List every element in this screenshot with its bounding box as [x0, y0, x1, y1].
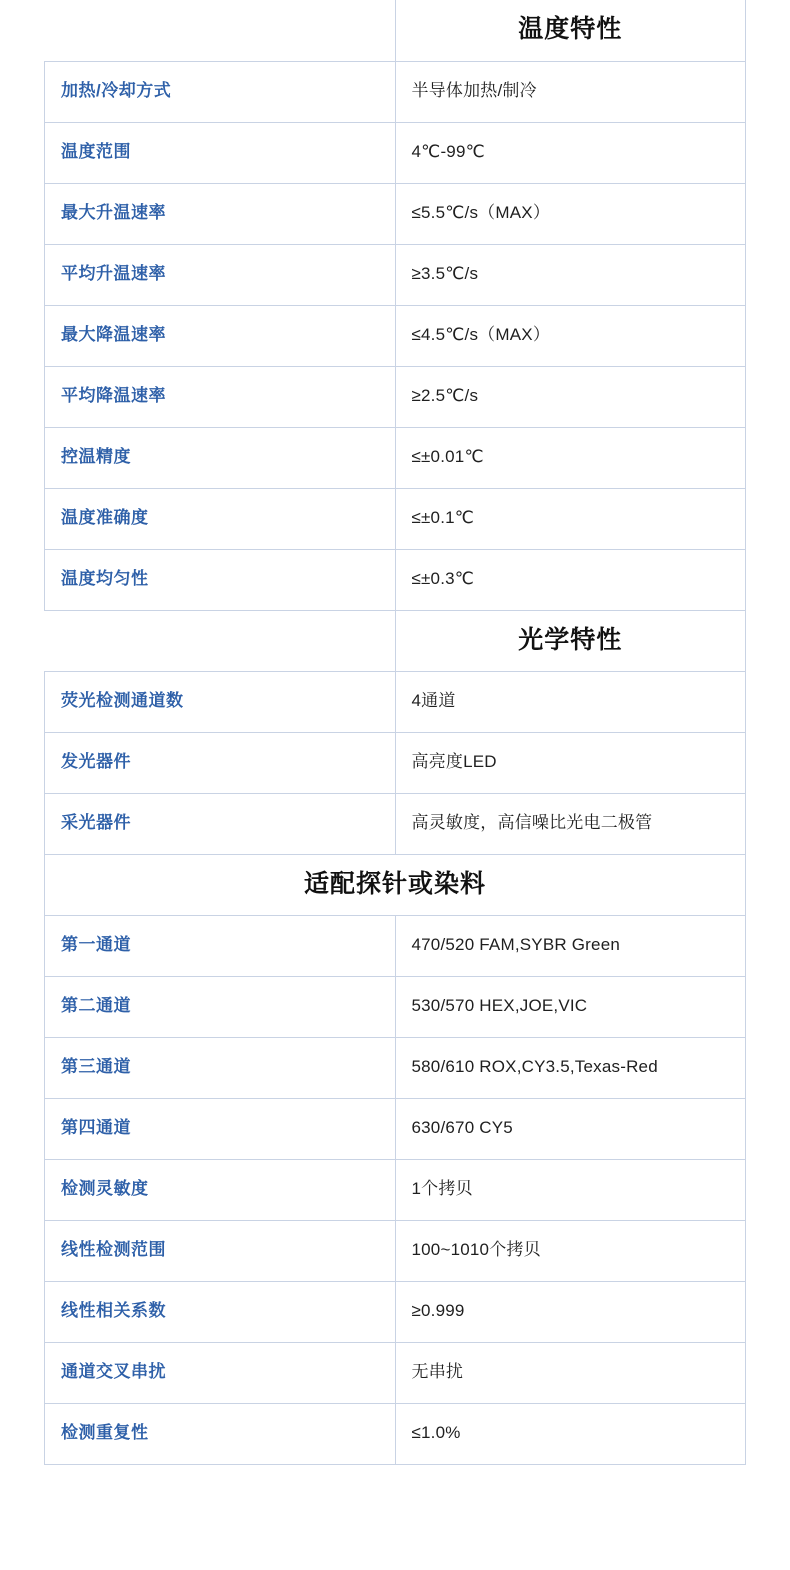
- row-value: ≤4.5℃/s（MAX）: [395, 305, 746, 366]
- row-value: 高亮度LED: [395, 732, 746, 793]
- row-label: 荧光检测通道数: [45, 671, 396, 732]
- specification-table-body: [45, 0, 746, 1464]
- section-header-row: [45, 854, 746, 915]
- table-row: [45, 1098, 746, 1159]
- row-label: 检测灵敏度: [45, 1159, 396, 1220]
- section-header-blank-cell: [45, 610, 396, 671]
- row-label: 温度均匀性: [45, 549, 396, 610]
- row-label: 平均升温速率: [45, 244, 396, 305]
- table-row: [45, 1220, 746, 1281]
- table-row: [45, 1342, 746, 1403]
- table-row: [45, 732, 746, 793]
- section-header-row: [45, 610, 746, 671]
- table-row: [45, 671, 746, 732]
- table-row: [45, 1037, 746, 1098]
- row-value: 高灵敏度，高信噪比光电二极管: [395, 793, 746, 854]
- row-label: 加热/冷却方式: [45, 61, 396, 122]
- row-value: ≤±0.01℃: [395, 427, 746, 488]
- row-label: 线性检测范围: [45, 1220, 396, 1281]
- section-header-blank-cell: [45, 0, 396, 61]
- row-label: 线性相关系数: [45, 1281, 396, 1342]
- section-title: 光学特性: [395, 610, 746, 671]
- row-value: ≤5.5℃/s（MAX）: [395, 183, 746, 244]
- row-value: ≤1.0%: [395, 1403, 746, 1464]
- section-title: 适配探针或染料: [45, 854, 746, 915]
- row-value: 无串扰: [395, 1342, 746, 1403]
- table-row: [45, 976, 746, 1037]
- row-label: 第三通道: [45, 1037, 396, 1098]
- row-value: 4通道: [395, 671, 746, 732]
- table-row: [45, 366, 746, 427]
- row-label: 最大降温速率: [45, 305, 396, 366]
- section-header-row: [45, 0, 746, 61]
- row-label: 发光器件: [45, 732, 396, 793]
- table-row: [45, 1403, 746, 1464]
- row-label: 采光器件: [45, 793, 396, 854]
- table-top-edge: [44, 0, 746, 6]
- row-value: 半导体加热/制冷: [395, 61, 746, 122]
- row-value: 530/570 HEX,JOE,VIC: [395, 976, 746, 1037]
- row-value: 1个拷贝: [395, 1159, 746, 1220]
- row-value: ≤±0.1℃: [395, 488, 746, 549]
- specification-table: [44, 0, 746, 1465]
- table-row: [45, 427, 746, 488]
- table-row: [45, 1159, 746, 1220]
- row-label: 控温精度: [45, 427, 396, 488]
- row-value: 100~1010个拷贝: [395, 1220, 746, 1281]
- row-label: 第四通道: [45, 1098, 396, 1159]
- table-row: [45, 183, 746, 244]
- row-label: 温度准确度: [45, 488, 396, 549]
- row-value: ≥0.999: [395, 1281, 746, 1342]
- row-label: 温度范围: [45, 122, 396, 183]
- row-value: 580/610 ROX,CY3.5,Texas-Red: [395, 1037, 746, 1098]
- row-value: 470/520 FAM,SYBR Green: [395, 915, 746, 976]
- section-title: 温度特性: [395, 0, 746, 61]
- row-value: ≤±0.3℃: [395, 549, 746, 610]
- table-row: [45, 244, 746, 305]
- row-value: 630/670 CY5: [395, 1098, 746, 1159]
- row-label: 第一通道: [45, 915, 396, 976]
- row-label: 平均降温速率: [45, 366, 396, 427]
- table-row: [45, 915, 746, 976]
- table-row: [45, 61, 746, 122]
- table-row: [45, 793, 746, 854]
- table-row: [45, 488, 746, 549]
- row-value: ≥2.5℃/s: [395, 366, 746, 427]
- table-row: [45, 549, 746, 610]
- table-row: [45, 1281, 746, 1342]
- row-label: 通道交叉串扰: [45, 1342, 396, 1403]
- row-value: ≥3.5℃/s: [395, 244, 746, 305]
- row-value: 4℃-99℃: [395, 122, 746, 183]
- row-label: 第二通道: [45, 976, 396, 1037]
- page-bottom-margin: [44, 1465, 746, 1545]
- row-label: 最大升温速率: [45, 183, 396, 244]
- table-row: [45, 305, 746, 366]
- table-row: [45, 122, 746, 183]
- row-label: 检测重复性: [45, 1403, 396, 1464]
